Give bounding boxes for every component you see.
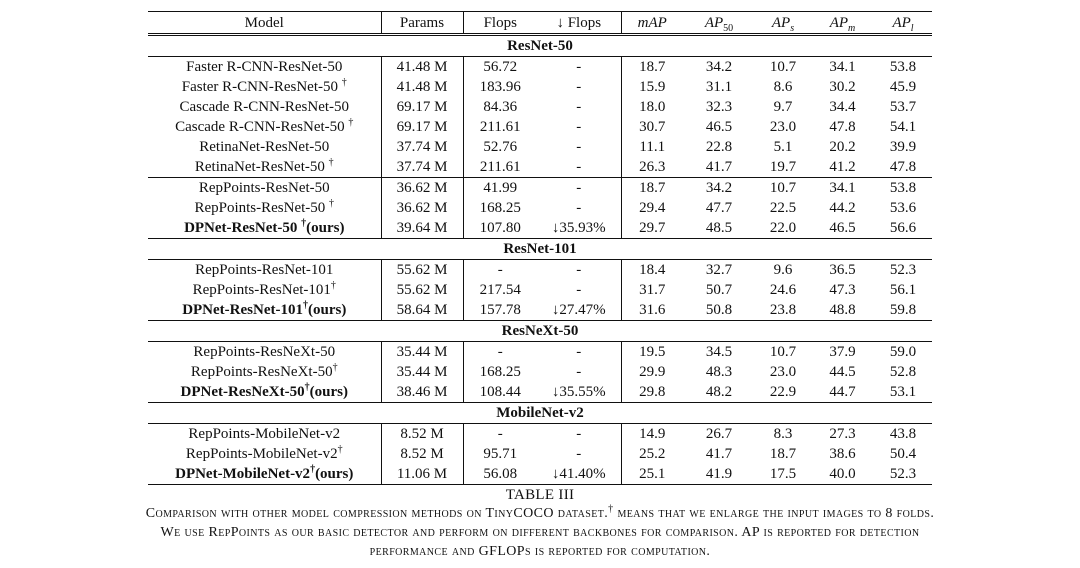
flops-cell: - (497, 426, 503, 442)
map-cell: 29.4 (639, 200, 666, 216)
caption-line-2: We use RepPoints as our basic detector and perform on different backbones for comparison. AP is reported for detection (160, 525, 920, 540)
params-cell: 55.62 M (381, 280, 463, 300)
aps-cell: 23.0 (769, 119, 797, 135)
aps-cell: 22.9 (769, 384, 797, 400)
model-cell (148, 77, 381, 97)
apl-cell: 53.8 (874, 178, 932, 199)
header-aps-label: AP (771, 14, 791, 31)
params-cell: 41.48 M (381, 57, 463, 78)
model-cell (148, 444, 381, 464)
apl-cell: 53.8 (889, 59, 917, 75)
flops-reduction-cell: - (537, 157, 621, 178)
flops-cell: 168.25 (479, 200, 521, 216)
model-name: RepPoints-MobileNet-v2 (188, 426, 341, 442)
ap50-cell: 32.7 (705, 262, 733, 278)
flops-reduction-cell: - (537, 280, 621, 300)
map-cell: 11.1 (639, 139, 666, 155)
apl-cell: 47.8 (889, 159, 917, 175)
header-ap50-sub: 50 (723, 22, 734, 34)
flops-cell: 84.36 (483, 99, 518, 115)
apl-cell: 52.8 (889, 364, 917, 380)
flops-cell: - (497, 262, 503, 278)
table-row (148, 444, 932, 464)
header-row (148, 12, 932, 35)
flops-cell: 108.44 (479, 384, 521, 400)
table-row (148, 300, 932, 321)
table-row (148, 260, 932, 281)
table-row (148, 77, 932, 97)
apl-cell: 53.1 (889, 384, 917, 400)
header-model: Model (148, 12, 381, 35)
section-title: MobileNet-v2 (148, 403, 932, 424)
header-apl-label: AP (892, 14, 911, 31)
params-cell: 37.74 M (381, 157, 463, 178)
apl-cell: 52.3 (874, 464, 932, 485)
aps-cell: 19.7 (769, 159, 797, 175)
map-cell: 25.2 (639, 446, 666, 462)
model-name: RepPoints-ResNeXt-50 (193, 344, 336, 360)
table-row (148, 117, 932, 137)
flops-reduction-cell: ↓35.93% (537, 218, 621, 239)
apl-cell: 50.4 (889, 446, 917, 462)
ap50-cell: 48.5 (705, 220, 733, 236)
map-cell: 29.9 (639, 364, 666, 380)
aps-cell: 9.7 (773, 99, 793, 115)
flops-cell: 41.99 (463, 178, 537, 199)
model-cell (148, 157, 381, 178)
model-name: DPNet-MobileNet-v2 (175, 466, 311, 482)
aps-cell: 10.7 (755, 178, 811, 199)
dagger-mark: † (302, 300, 308, 311)
aps-cell: 23.8 (769, 302, 797, 318)
table-header (148, 12, 932, 35)
apm-cell: 36.5 (829, 262, 856, 278)
apm-cell: 37.9 (829, 344, 856, 360)
flops-reduction-cell: - (537, 342, 621, 363)
aps-cell: 17.5 (755, 464, 811, 485)
ap50-cell: 41.9 (683, 464, 755, 485)
section-header-row (148, 403, 932, 424)
caption-line-1-text-b: means that we enlarge the input images to 8 folds. (613, 506, 935, 521)
apm-cell: 34.4 (829, 99, 856, 115)
apl-cell: 53.7 (889, 99, 917, 115)
ap50-cell: 46.5 (705, 119, 733, 135)
flops-cell: 157.78 (479, 302, 521, 318)
section-header-row (148, 239, 932, 260)
table-caption (0, 486, 1080, 561)
aps-cell: 22.0 (769, 220, 797, 236)
model-cell (148, 260, 381, 281)
model-cell (148, 57, 381, 78)
apm-cell: 41.2 (829, 159, 856, 175)
dagger-mark: † (310, 464, 316, 475)
caption-dagger: † (608, 503, 614, 515)
section-title: ResNeXt-50 (148, 321, 932, 342)
dagger-mark: † (330, 280, 336, 291)
flops-cell: 183.96 (479, 79, 521, 95)
flops-cell: 211.61 (479, 119, 521, 135)
section-title: ResNet-101 (148, 239, 932, 260)
map-cell: 18.4 (639, 262, 666, 278)
map-cell: 29.8 (639, 384, 666, 400)
map-cell: 14.9 (639, 426, 666, 442)
model-cell (148, 362, 381, 382)
model-name: RepPoints-ResNet-50 (198, 180, 330, 196)
flops-reduction-cell: - (537, 137, 621, 157)
table-row (148, 280, 932, 300)
flops-cell: - (497, 344, 503, 360)
apm-cell: 34.1 (829, 59, 856, 75)
aps-cell: 10.7 (769, 344, 797, 360)
params-cell: 55.62 M (381, 260, 463, 281)
model-cell (148, 300, 381, 321)
flops-reduction-cell: ↓35.55% (537, 382, 621, 403)
model-name: Cascade R-CNN-ResNet-50 (175, 119, 349, 135)
dagger-mark: † (328, 157, 334, 168)
params-cell: 11.06 M (381, 464, 463, 485)
map-cell: 25.1 (621, 464, 683, 485)
flops-reduction-cell: ↓27.47% (537, 300, 621, 321)
header-apl (874, 12, 932, 35)
model-name: RepPoints-ResNet-101 (192, 282, 331, 298)
params-cell: 39.64 M (381, 218, 463, 239)
table-row (148, 57, 932, 78)
table-row (148, 97, 932, 117)
model-cell (148, 424, 381, 445)
params-cell: 69.17 M (381, 97, 463, 117)
params-cell: 36.62 M (381, 198, 463, 218)
apm-cell: 20.2 (829, 139, 856, 155)
model-name: Faster R-CNN-ResNet-50 (186, 59, 343, 75)
ap50-cell: 31.1 (705, 79, 733, 95)
apm-cell: 47.3 (829, 282, 856, 298)
map-cell: 18.0 (639, 99, 666, 115)
ap50-cell: 34.2 (683, 178, 755, 199)
apm-cell: 34.1 (811, 178, 874, 199)
params-cell: 41.48 M (381, 77, 463, 97)
header-apm-label: AP (829, 14, 849, 31)
map-cell: 29.7 (639, 220, 666, 236)
model-cell (148, 218, 381, 239)
apl-cell: 43.8 (889, 426, 917, 442)
ap50-cell: 50.7 (705, 282, 733, 298)
section-header-row (148, 321, 932, 342)
params-cell: 8.52 M (381, 444, 463, 464)
map-cell: 19.5 (639, 344, 666, 360)
flops-reduction-cell: - (537, 444, 621, 464)
model-cell (148, 280, 381, 300)
model-cell (148, 198, 381, 218)
caption-line-1 (0, 504, 1080, 523)
flops-cell: 52.76 (483, 139, 518, 155)
ours-label: (ours) (307, 302, 347, 318)
model-cell (148, 178, 381, 199)
flops-reduction-cell: - (537, 424, 621, 445)
apl-cell: 59.0 (889, 344, 917, 360)
table-row (148, 178, 932, 199)
model-name: Cascade R-CNN-ResNet-50 (179, 99, 350, 115)
flops-reduction-cell: - (537, 260, 621, 281)
dagger-mark: † (304, 382, 310, 393)
flops-reduction-cell: - (537, 57, 621, 78)
ap50-cell: 34.5 (705, 344, 733, 360)
aps-cell: 23.0 (769, 364, 797, 380)
apl-cell: 39.9 (889, 139, 917, 155)
model-name: RepPoints-ResNet-50 (194, 200, 330, 216)
table-row (148, 157, 932, 178)
apl-cell: 56.1 (889, 282, 917, 298)
caption-label: TABLE III (505, 487, 575, 503)
ours-label: (ours) (306, 220, 345, 236)
model-cell (148, 382, 381, 403)
header-apm (811, 12, 874, 35)
map-cell: 18.7 (621, 178, 683, 199)
section-title: ResNet-50 (148, 35, 932, 57)
ap50-cell: 50.8 (705, 302, 733, 318)
table-row (148, 342, 932, 363)
header-aps (755, 12, 811, 35)
map-cell: 31.7 (639, 282, 666, 298)
apl-cell: 59.8 (889, 302, 917, 318)
table-row (148, 464, 932, 485)
model-name: RetinaNet-ResNet-50 (199, 139, 330, 155)
apm-cell: 48.8 (829, 302, 856, 318)
flops-cell: 168.25 (479, 364, 521, 380)
model-name: DPNet-ResNet-101 (182, 302, 303, 318)
apm-cell: 44.7 (829, 384, 856, 400)
model-name: RepPoints-ResNet-101 (195, 262, 334, 278)
model-cell (148, 97, 381, 117)
header-aps-sub: s (790, 22, 795, 34)
aps-cell: 5.1 (773, 139, 793, 155)
model-name: Faster R-CNN-ResNet-50 (181, 79, 342, 95)
model-cell (148, 117, 381, 137)
params-cell: 35.44 M (381, 342, 463, 363)
apl-cell: 52.3 (889, 262, 917, 278)
params-cell: 58.64 M (381, 300, 463, 321)
model-name: DPNet-ResNeXt-50 (180, 384, 305, 400)
apm-cell: 38.6 (829, 446, 856, 462)
params-cell: 38.46 M (381, 382, 463, 403)
aps-cell: 18.7 (769, 446, 797, 462)
apl-cell: 53.6 (889, 200, 917, 216)
map-cell: 26.3 (639, 159, 666, 175)
params-cell: 37.74 M (381, 137, 463, 157)
flops-reduction-cell: - (537, 97, 621, 117)
header-apl-sub: l (910, 22, 914, 34)
flops-cell: 56.08 (463, 464, 537, 485)
model-name: RetinaNet-ResNet-50 (194, 159, 329, 175)
flops-cell: 107.80 (479, 220, 521, 236)
table-row (148, 218, 932, 239)
ap50-cell: 26.7 (705, 426, 733, 442)
aps-cell: 24.6 (769, 282, 797, 298)
flops-reduction-cell: - (537, 362, 621, 382)
dagger-mark: † (348, 117, 354, 128)
flops-cell: 217.54 (479, 282, 521, 298)
header-flops: Flops (463, 12, 537, 35)
model-cell (148, 137, 381, 157)
params-cell: 35.44 M (381, 362, 463, 382)
model-name: RepPoints-MobileNet-v2 (185, 446, 338, 462)
apl-cell: 45.9 (889, 79, 917, 95)
table-row (148, 137, 932, 157)
map-cell: 30.7 (639, 119, 666, 135)
map-cell: 31.6 (639, 302, 666, 318)
flops-reduction-cell: ↓41.40% (537, 464, 621, 485)
ours-label: (ours) (309, 384, 348, 400)
results-table (148, 11, 932, 485)
aps-cell: 9.6 (773, 262, 793, 278)
ap50-cell: 48.2 (705, 384, 733, 400)
model-name: DPNet-ResNet-50 (184, 220, 302, 236)
table-row (148, 362, 932, 382)
table-row (148, 424, 932, 445)
flops-cell: 95.71 (483, 446, 518, 462)
aps-cell: 10.7 (769, 59, 797, 75)
params-cell: 69.17 M (381, 117, 463, 137)
dagger-mark: † (332, 362, 338, 373)
ap50-cell: 32.3 (705, 99, 733, 115)
apm-cell: 46.5 (829, 220, 856, 236)
model-cell (148, 464, 381, 485)
header-params: Params (381, 12, 463, 35)
header-map (621, 12, 683, 35)
map-cell: 15.9 (639, 79, 666, 95)
header-ap50-label: AP (704, 14, 724, 31)
dagger-mark: † (301, 218, 307, 229)
dagger-mark: † (341, 77, 347, 88)
apm-cell: 27.3 (829, 426, 856, 442)
table-row (148, 382, 932, 403)
caption-line-3: performance and GFLOPs is reported for computation. (369, 544, 711, 559)
flops-reduction-cell: - (537, 198, 621, 218)
params-cell: 8.52 M (381, 424, 463, 445)
map-cell: 18.7 (639, 59, 666, 75)
apm-cell: 47.8 (829, 119, 856, 135)
flops-cell: 211.61 (479, 159, 521, 175)
flops-reduction-cell: - (537, 77, 621, 97)
model-name: RepPoints-ResNeXt-50 (190, 364, 333, 380)
ap50-cell: 22.8 (705, 139, 733, 155)
dagger-mark: † (337, 444, 343, 455)
apl-cell: 56.6 (889, 220, 917, 236)
model-cell (148, 342, 381, 363)
flops-reduction-cell: - (537, 178, 621, 199)
apl-cell: 54.1 (889, 119, 917, 135)
header-flops-reduction: ↓ Flops (537, 12, 621, 35)
aps-cell: 8.3 (773, 426, 793, 442)
aps-cell: 22.5 (769, 200, 797, 216)
ap50-cell: 48.3 (705, 364, 733, 380)
dagger-mark: † (329, 198, 335, 209)
apm-cell: 30.2 (829, 79, 856, 95)
aps-cell: 8.6 (773, 79, 793, 95)
flops-cell: 56.72 (483, 59, 518, 75)
caption-line-1-text-a: Comparison with other model compression methods on TinyCOCO dataset. (145, 506, 609, 521)
table-row (148, 198, 932, 218)
header-map-label: mAP (637, 14, 667, 31)
table-body (148, 35, 932, 485)
apm-cell: 44.2 (829, 200, 856, 216)
flops-reduction-cell: - (537, 117, 621, 137)
section-header-row (148, 35, 932, 57)
apm-cell: 44.5 (829, 364, 856, 380)
ap50-cell: 41.7 (705, 446, 733, 462)
header-apm-sub: m (848, 22, 856, 34)
ours-label: (ours) (315, 466, 354, 482)
params-cell: 36.62 M (381, 178, 463, 199)
ap50-cell: 47.7 (705, 200, 733, 216)
ap50-cell: 34.2 (705, 59, 733, 75)
header-ap50 (683, 12, 755, 35)
apm-cell: 40.0 (811, 464, 874, 485)
ap50-cell: 41.7 (705, 159, 733, 175)
